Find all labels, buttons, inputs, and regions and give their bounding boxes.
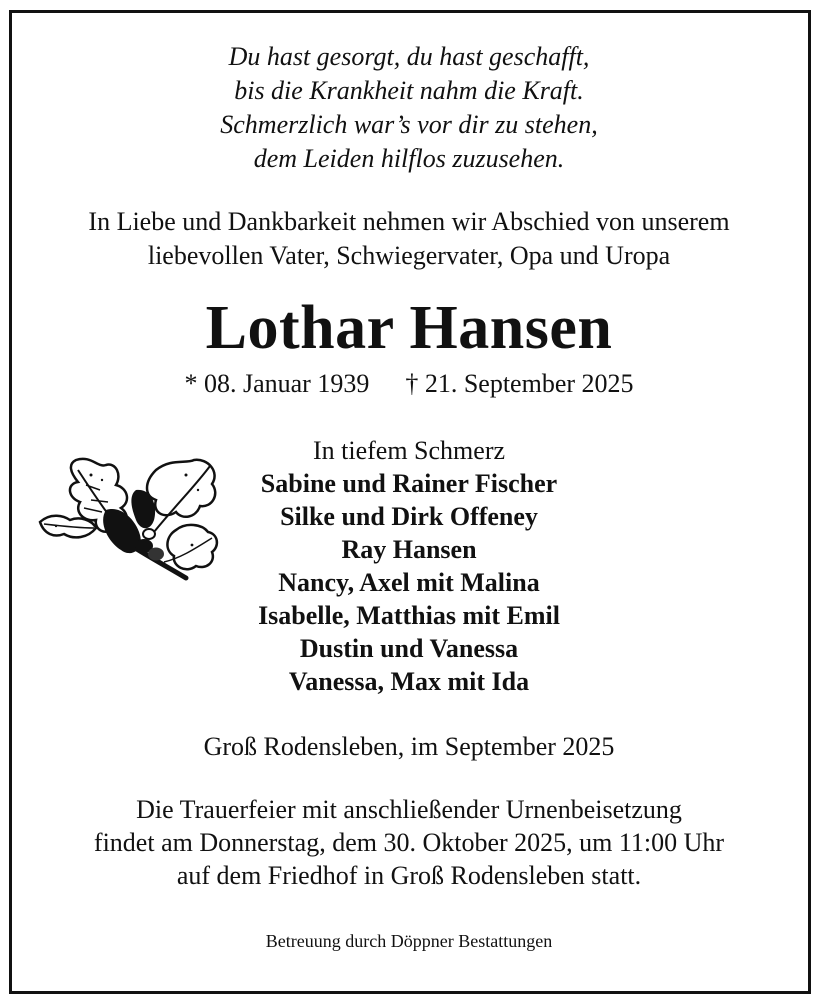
mourner-entry: Silke und Dirk Offeney: [280, 502, 538, 531]
poem-line: dem Leiden hilflos zuzusehen.: [253, 144, 565, 173]
death-date: † 21. September 2025: [405, 369, 634, 398]
mourning-intro: In tiefem Schmerz: [312, 436, 506, 465]
mourner-entry: Isabelle, Matthias mit Emil: [258, 601, 560, 630]
mourner-entry: Ray Hansen: [341, 535, 477, 564]
life-dates: [0, 367, 818, 401]
mourner-entry: Vanessa, Max mit Ida: [288, 667, 530, 696]
funeral-line: Die Trauerfeier mit anschließender Urnenbeisetzung: [136, 795, 682, 824]
deceased-name: Lothar Hansen: [205, 294, 613, 362]
poem-line: Du hast gesorgt, du hast geschafft,: [228, 42, 590, 71]
poem-line: bis die Krankheit nahm die Kraft.: [234, 76, 584, 105]
poem: [0, 40, 818, 176]
poem-line: Schmerzlich war’s vor dir zu stehen,: [220, 110, 598, 139]
funeral-home-credit: Betreuung durch Döppner Bestattungen: [265, 931, 553, 951]
place-date: Groß Rodensleben, im September 2025: [203, 732, 615, 761]
funeral-details: [0, 793, 818, 892]
intro-line: In Liebe und Dankbarkeit nehmen wir Abschied von unserem: [88, 207, 730, 236]
mourners-list: [0, 467, 818, 698]
funeral-line: findet am Donnerstag, dem 30. Oktober 2025, um 11:00 Uhr: [93, 828, 725, 857]
intro-line: liebevollen Vater, Schwiegervater, Opa und Uropa: [147, 241, 671, 270]
intro-text: [0, 205, 818, 273]
mourner-entry: Dustin und Vanessa: [299, 634, 519, 663]
mourner-entry: Nancy, Axel mit Malina: [278, 568, 540, 597]
mourner-entry: Sabine und Rainer Fischer: [260, 469, 558, 498]
birth-date: * 08. Januar 1939: [184, 369, 370, 398]
funeral-line: auf dem Friedhof in Groß Rodensleben statt.: [176, 861, 642, 890]
